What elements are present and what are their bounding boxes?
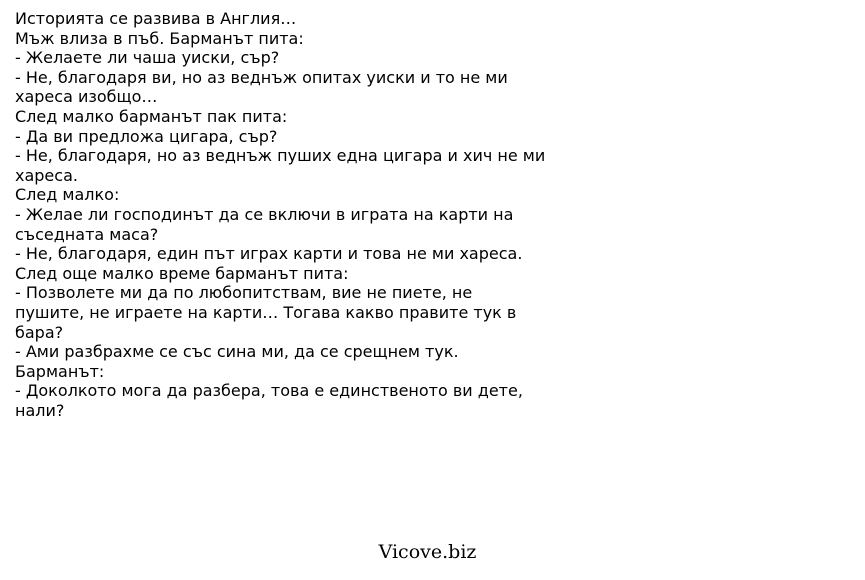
joke-line: - Да ви предложа цигара, сър? (15, 126, 278, 146)
joke-line: хареса. (15, 165, 78, 185)
joke-line: След малко: (15, 185, 120, 205)
joke-text (15, 9, 615, 420)
joke-line: Мъж влиза в пъб. Барманът пита: (15, 28, 304, 48)
joke-line: Историята се развива в Англия… (15, 9, 297, 28)
joke-line: хареса изобщо… (15, 87, 158, 107)
joke-line: - Не, благодаря, един път играх карти и това не ми хареса. (15, 244, 523, 264)
site-watermark: Vicove.biz (378, 541, 477, 563)
joke-line: - Желае ли господинът да се включи в играта на карти на (15, 204, 514, 224)
joke-line: - Позволете ми да по любопитствам, вие не пиете, не (15, 283, 473, 303)
joke-line: - Не, благодаря ви, но аз веднъж опитах уиски и то не ми (15, 67, 508, 87)
joke-line: съседната маса? (15, 224, 159, 244)
joke-line: Барманът: (15, 361, 105, 381)
joke-line: пушите, не играете на карти… Тогава какво правите тук в (15, 302, 517, 322)
joke-line: - Не, благодаря, но аз веднъж пуших една цигара и хич не ми (15, 146, 546, 166)
joke-line: След малко барманът пак пита: (15, 106, 288, 126)
joke-line: нали? (15, 400, 65, 420)
joke-line: След още малко време барманът пита: (15, 263, 349, 283)
joke-line: - Желаете ли чаша уиски, сър? (15, 48, 280, 68)
joke-line: - Ами разбрахме се със сина ми, да се срещнем тук. (15, 342, 459, 362)
joke-line: - Доколкото мога да разбера, това е единственото ви дете, (15, 381, 523, 401)
joke-line: бара? (15, 322, 64, 342)
